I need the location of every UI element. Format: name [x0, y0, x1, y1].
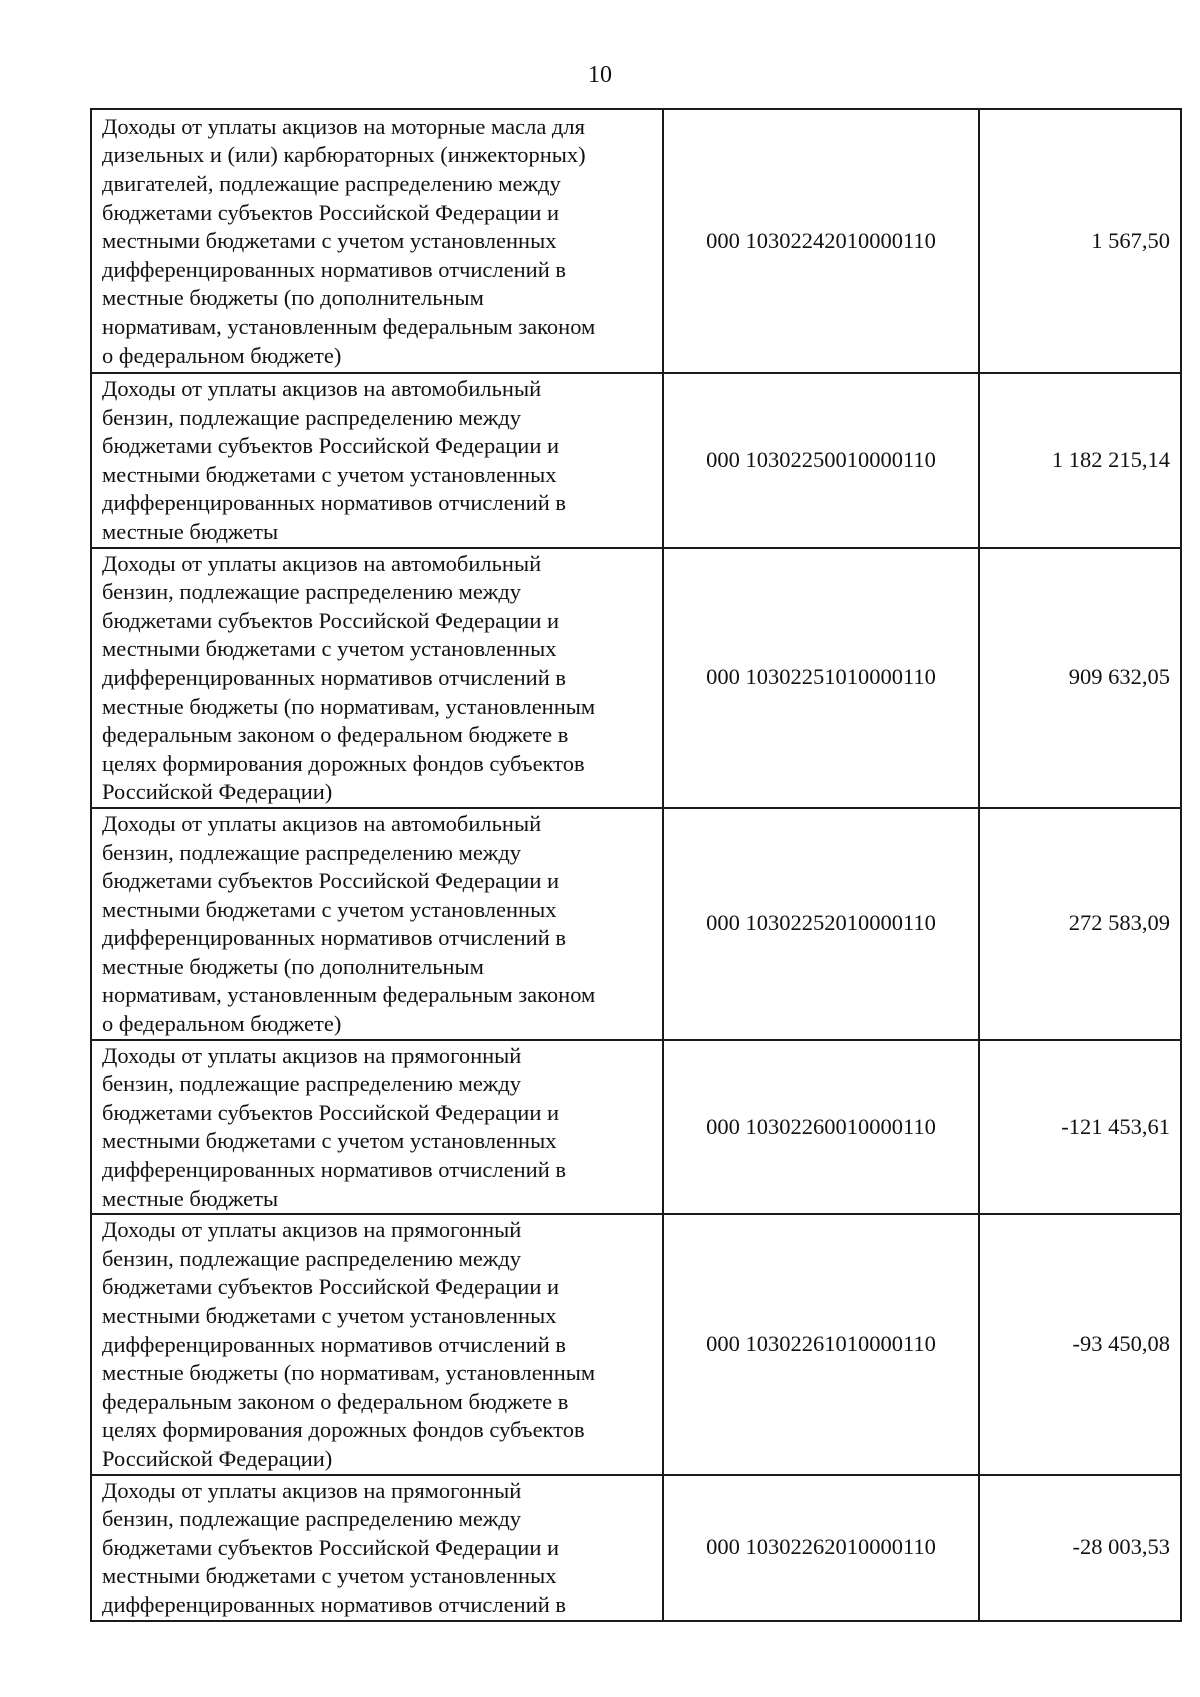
- budget-classification-code: 000 10302260010000110: [663, 1040, 979, 1215]
- budget-classification-code: 000 10302250010000110: [663, 373, 979, 548]
- amount-value: -121 453,61: [979, 1040, 1181, 1215]
- table-row: [91, 1214, 1181, 1474]
- table-row: [91, 1475, 1181, 1621]
- budget-classification-code: 000 10302242010000110: [663, 109, 979, 373]
- amount-value: -28 003,53: [979, 1475, 1181, 1621]
- amount-value: 1 182 215,14: [979, 373, 1181, 548]
- table-row: [91, 109, 1181, 373]
- amount-value: 1 567,50: [979, 109, 1181, 373]
- amount-value: -93 450,08: [979, 1214, 1181, 1474]
- revenue-description: Доходы от уплаты акцизов на прямогонный бензин, подлежащие распределению между бюджетами субъектов Российской Федерации и местными бюджетами с учетом установленных дифференцированных нормативов отчислений в: [91, 1475, 663, 1621]
- revenue-description: Доходы от уплаты акцизов на автомобильный бензин, подлежащие распределению между бюджетами субъектов Российской Федерации и местными бюджетами с учетом установленных дифференцированных нормативов отчислений в местные бюджеты (по дополнительным нормативам, установленным федеральным законом о федеральном бюджете): [91, 808, 663, 1040]
- revenue-description: Доходы от уплаты акцизов на моторные масла для дизельных и (или) карбюраторных (инжекторных) двигателей, подлежащие распределению между бюджетами субъектов Российской Федерации и местными бюджетами с учетом установленных дифференцированных нормативов отчислений в местные бюджеты (по дополнительным нормативам, установленным федеральным законом о федеральном бюджете): [91, 109, 663, 373]
- page-number: 10: [588, 62, 612, 88]
- budget-classification-code: 000 10302252010000110: [663, 808, 979, 1040]
- amount-value: 909 632,05: [979, 548, 1181, 808]
- revenue-description: Доходы от уплаты акцизов на прямогонный бензин, подлежащие распределению между бюджетами субъектов Российской Федерации и местными бюджетами с учетом установленных дифференцированных нормативов отчислений в местные бюджеты (по нормативам, установленным федеральным законом о федеральном бюджете в целях формирования дорожных фондов субъектов Российской Федерации): [91, 1214, 663, 1474]
- revenue-table: [90, 108, 1182, 1622]
- table-row: [91, 373, 1181, 548]
- revenue-description: Доходы от уплаты акцизов на прямогонный бензин, подлежащие распределению между бюджетами субъектов Российской Федерации и местными бюджетами с учетом установленных дифференцированных нормативов отчислений в местные бюджеты: [91, 1040, 663, 1215]
- budget-classification-code: 000 10302262010000110: [663, 1475, 979, 1621]
- revenue-description: Доходы от уплаты акцизов на автомобильный бензин, подлежащие распределению между бюджетами субъектов Российской Федерации и местными бюджетами с учетом установленных дифференцированных нормативов отчислений в местные бюджеты: [91, 373, 663, 548]
- budget-classification-code: 000 10302251010000110: [663, 548, 979, 808]
- budget-classification-code: 000 10302261010000110: [663, 1214, 979, 1474]
- table-row: [91, 808, 1181, 1040]
- table-row: [91, 1040, 1181, 1215]
- amount-value: 272 583,09: [979, 808, 1181, 1040]
- table-row: [91, 548, 1181, 808]
- revenue-description: Доходы от уплаты акцизов на автомобильный бензин, подлежащие распределению между бюджетами субъектов Российской Федерации и местными бюджетами с учетом установленных дифференцированных нормативов отчислений в местные бюджеты (по нормативам, установленным федеральным законом о федеральном бюджете в целях формирования дорожных фондов субъектов Российской Федерации): [91, 548, 663, 808]
